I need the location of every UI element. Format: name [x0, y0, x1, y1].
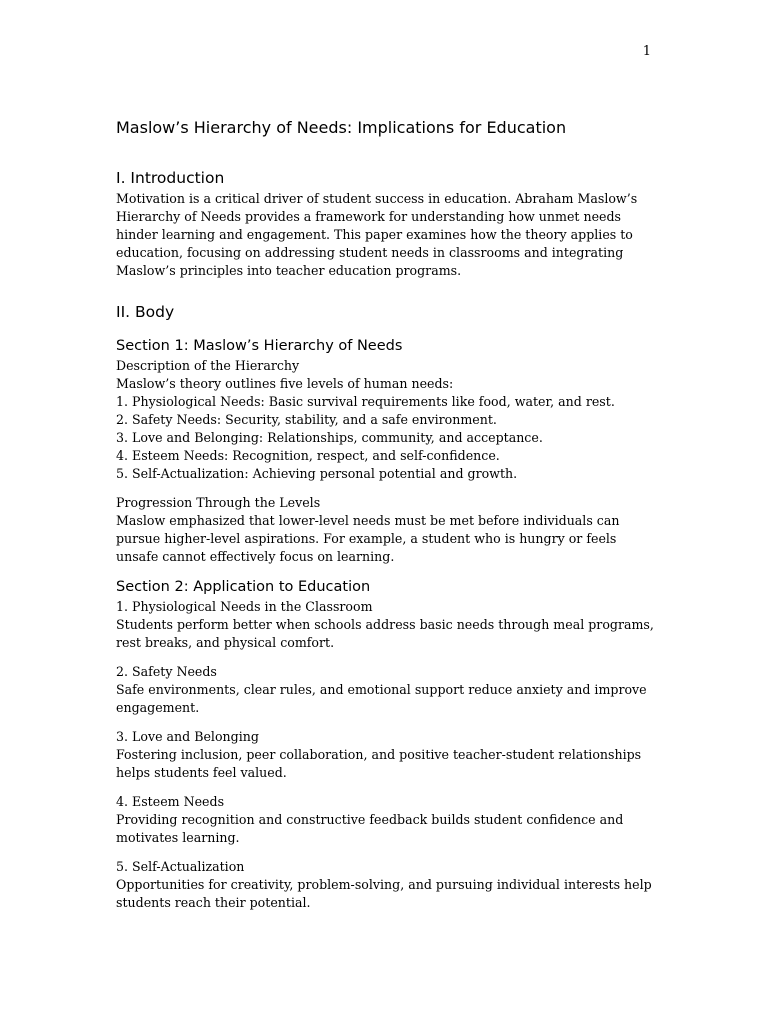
progression-block	[116, 494, 656, 566]
application-item-text: Fostering inclusion, peer collaboration, and positive teacher-student relationships helps students feel valued.	[116, 747, 642, 780]
application-item-text: Safe environments, clear rules, and emotional support reduce anxiety and improve engagement.	[116, 682, 647, 715]
application-item	[116, 598, 656, 652]
document-content	[116, 118, 656, 923]
application-item-label: 5. Self-Actualization	[116, 859, 245, 874]
application-item-label: 1. Physiological Needs in the Classroom	[116, 599, 373, 614]
page-number: 1	[642, 44, 651, 59]
introduction-paragraph: Motivation is a critical driver of student success in education. Abraham Maslow’s Hierarchy of Needs provides a framework for understanding how unmet needs hinder learning and engagement. This paper examines how the theory applies to education, focusing on addressing student needs in classrooms and integrating Maslow’s principles into teacher education programs.	[116, 191, 638, 278]
description-intro: Maslow’s theory outlines five levels of human needs:	[116, 376, 454, 391]
application-item-label: 2. Safety Needs	[116, 664, 217, 679]
application-item	[116, 858, 656, 912]
application-item	[116, 663, 656, 717]
application-item-text: Providing recognition and constructive feedback builds student confidence and motivates learning.	[116, 812, 624, 845]
hierarchy-description	[116, 357, 656, 483]
progression-label: Progression Through the Levels	[116, 495, 321, 510]
list-item: 3. Love and Belonging: Relationships, community, and acceptance.	[116, 430, 543, 445]
application-item-label: 4. Esteem Needs	[116, 794, 225, 809]
list-item: 2. Safety Needs: Security, stability, and a safe environment.	[116, 412, 497, 427]
list-item: 4. Esteem Needs: Recognition, respect, and self-confidence.	[116, 448, 500, 463]
needs-levels-list	[116, 393, 656, 483]
application-item	[116, 793, 656, 847]
application-item-label: 3. Love and Belonging	[116, 729, 259, 744]
list-item: 1. Physiological Needs: Basic survival requirements like food, water, and rest.	[116, 394, 615, 409]
body-heading: II. Body	[116, 303, 175, 321]
section2-heading: Section 2: Application to Education	[116, 579, 371, 595]
section1-heading: Section 1: Maslow’s Hierarchy of Needs	[116, 338, 403, 354]
description-label: Description of the Hierarchy	[116, 358, 300, 373]
list-item: 5. Self-Actualization: Achieving personal potential and growth.	[116, 466, 518, 481]
progression-text: Maslow emphasized that lower-level needs must be met before individuals can pursue higher-level aspirations. For example, a student who is hungry or feels unsafe cannot effectively focus on learning.	[116, 513, 620, 564]
application-item	[116, 728, 656, 782]
document-title: Maslow’s Hierarchy of Needs: Implications for Education	[116, 118, 567, 137]
introduction-heading: I. Introduction	[116, 169, 225, 187]
application-item-text: Students perform better when schools address basic needs through meal programs, rest breaks, and physical comfort.	[116, 617, 654, 650]
application-item-text: Opportunities for creativity, problem-solving, and pursuing individual interests help students reach their potential.	[116, 877, 652, 910]
